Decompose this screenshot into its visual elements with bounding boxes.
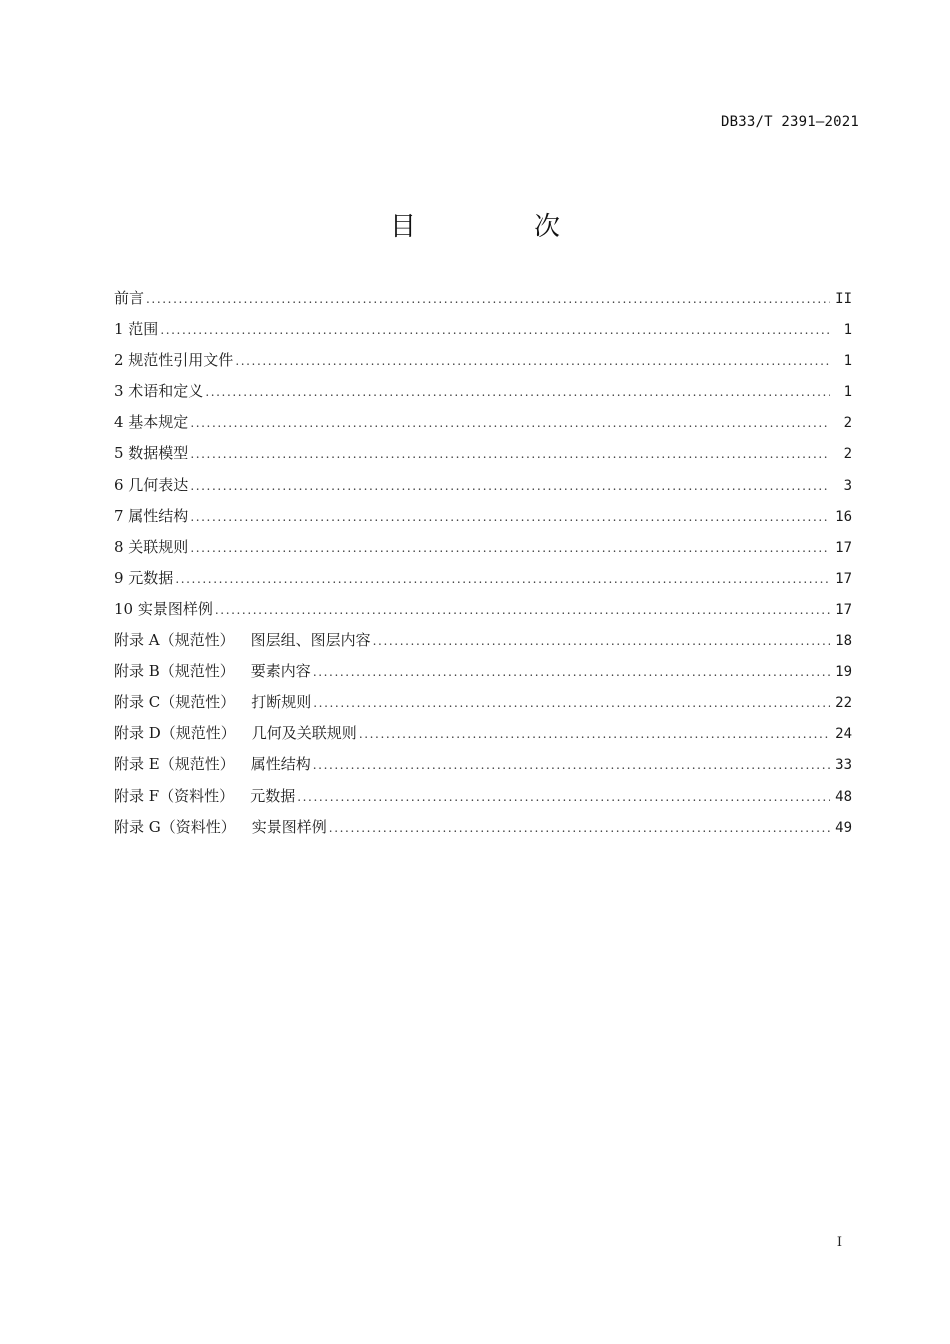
toc-entry-label: 8 关联规则	[114, 537, 189, 556]
toc-leader-dots	[190, 502, 830, 533]
toc-page-number: 49	[835, 819, 852, 836]
toc-page-number: 22	[835, 695, 852, 712]
toc-entry-appendix-d[interactable]	[114, 718, 852, 749]
toc-appendix-title: 图层组、图层内容	[250, 631, 371, 650]
standard-code: DB33/T 2391—2021	[720, 114, 859, 130]
toc-appendix-title: 元数据	[250, 786, 296, 805]
toc-appendix-label: 附录 B（规范性）	[114, 662, 235, 681]
toc-page-number: 3	[843, 477, 852, 494]
toc-leader-dots	[235, 346, 830, 377]
toc-entry-6[interactable]	[114, 470, 852, 501]
toc-leader-dots	[373, 626, 830, 657]
toc-entry-appendix-b[interactable]	[114, 656, 852, 687]
toc-appendix-label: 附录 D（规范性）	[114, 724, 236, 743]
toc-leader-dots	[205, 377, 830, 408]
toc-page-number: II	[835, 291, 852, 307]
toc-page-number: 1	[843, 322, 852, 339]
toc-entry-label: 4 基本规定	[114, 413, 189, 432]
toc-entry-8[interactable]	[114, 532, 852, 563]
toc-entry-appendix-e[interactable]	[114, 749, 852, 780]
toc-entry-label: 6 几何表达	[114, 475, 189, 494]
toc-entry-appendix-c[interactable]	[114, 687, 852, 718]
toc-entry-label: 7 属性结构	[114, 506, 189, 525]
toc-page-number: 17	[835, 570, 852, 587]
page-number: I	[836, 1235, 842, 1250]
toc-leader-dots	[313, 657, 830, 688]
toc-entry-4[interactable]	[114, 407, 852, 438]
toc-leader-dots	[215, 595, 830, 626]
toc-leader-dots	[190, 439, 830, 470]
toc-entry-label: 3 术语和定义	[114, 382, 204, 401]
toc-entry-appendix-g[interactable]	[114, 812, 852, 843]
toc-appendix-label: 附录 C（规范性）	[114, 693, 236, 712]
toc-entry-appendix-a[interactable]	[114, 625, 852, 656]
toc-leader-dots	[313, 688, 830, 719]
toc-entry-label: 10 实景图样例	[114, 599, 213, 618]
toc-page-number: 17	[835, 601, 852, 618]
toc-leader-dots	[160, 315, 830, 346]
toc-appendix-title: 实景图样例	[251, 817, 327, 836]
toc-page-number: 1	[843, 353, 852, 370]
toc-entry-9[interactable]	[114, 563, 852, 594]
toc-appendix-label: 附录 G（资料性）	[114, 817, 236, 836]
toc-appendix-title: 打断规则	[251, 693, 312, 712]
toc-page-number: 2	[843, 446, 852, 463]
toc-leader-dots	[297, 782, 830, 813]
toc-leader-dots	[190, 471, 830, 502]
toc-entry-2[interactable]	[114, 345, 852, 376]
toc-leader-dots	[359, 719, 830, 750]
toc-entry-label: 2 规范性引用文件	[114, 351, 234, 370]
toc-leader-dots	[329, 813, 830, 844]
toc-entry-label: 1 范围	[114, 320, 159, 339]
table-of-contents	[114, 283, 852, 843]
toc-appendix-title: 几何及关联规则	[251, 724, 357, 743]
toc-entry-appendix-f[interactable]	[114, 781, 852, 812]
toc-entry-1[interactable]	[114, 314, 852, 345]
toc-page-number: 48	[835, 788, 852, 805]
toc-entry-foreword[interactable]	[114, 283, 852, 314]
toc-entry-label: 前言	[114, 289, 145, 307]
toc-entry-label: 5 数据模型	[114, 444, 189, 463]
toc-leader-dots	[146, 284, 830, 315]
toc-page-number: 19	[835, 664, 852, 681]
toc-leader-dots	[175, 564, 830, 595]
toc-page-number: 17	[835, 539, 852, 556]
toc-page-number: 2	[843, 415, 852, 432]
toc-entry-label: 9 元数据	[114, 568, 174, 587]
toc-appendix-title: 属性结构	[250, 755, 311, 774]
toc-entry-10[interactable]	[114, 594, 852, 625]
toc-entry-5[interactable]	[114, 438, 852, 469]
toc-leader-dots	[190, 408, 830, 439]
toc-page-number: 1	[843, 384, 852, 401]
toc-entry-7[interactable]	[114, 501, 852, 532]
toc-appendix-title: 要素内容	[250, 662, 311, 681]
page-title: 目 次	[389, 212, 606, 242]
toc-page-number: 18	[835, 633, 852, 650]
toc-appendix-label: 附录 A（规范性）	[114, 631, 235, 650]
toc-leader-dots	[190, 533, 830, 564]
toc-appendix-label: 附录 F（资料性）	[114, 786, 235, 805]
toc-page-number: 16	[835, 508, 852, 525]
toc-leader-dots	[313, 750, 830, 781]
toc-entry-3[interactable]	[114, 376, 852, 407]
toc-appendix-label: 附录 E（规范性）	[114, 755, 235, 774]
toc-page-number: 24	[835, 726, 852, 743]
toc-page-number: 33	[835, 757, 852, 774]
